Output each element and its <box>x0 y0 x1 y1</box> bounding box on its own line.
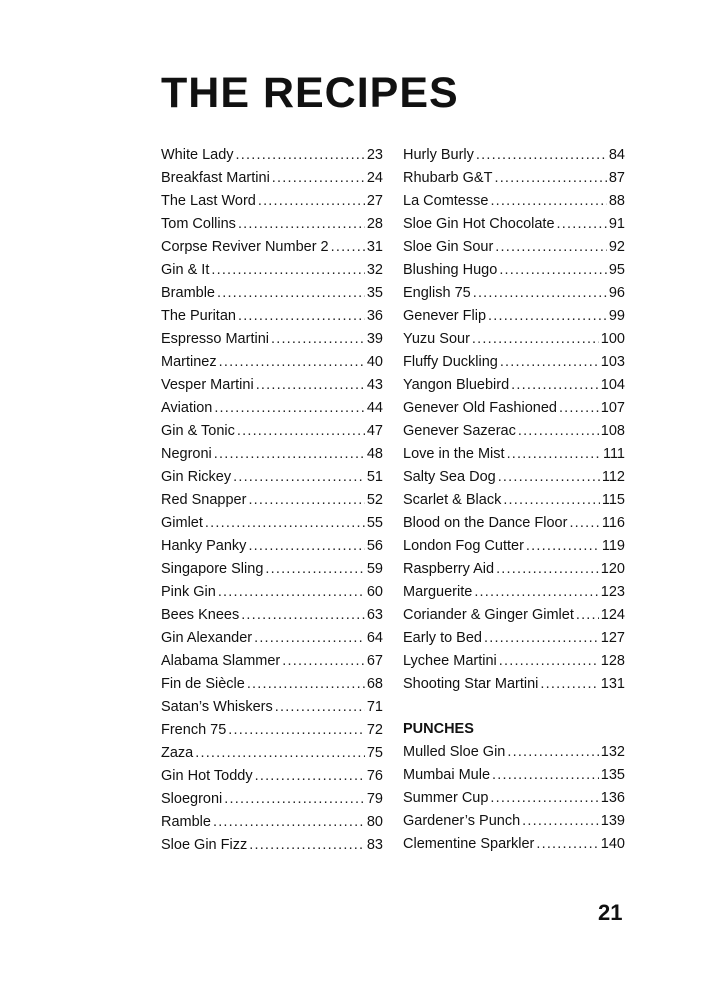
recipe-name: Early to Bed <box>403 630 482 646</box>
recipe-name: The Puritan <box>161 308 236 324</box>
page-ref: 55 <box>366 515 383 531</box>
page-ref: 84 <box>608 147 625 163</box>
page-ref: 95 <box>608 262 625 278</box>
dot-leader <box>507 741 598 764</box>
toc-entry <box>403 650 625 673</box>
recipe-name: Negroni <box>161 446 212 462</box>
toc-entry <box>403 558 625 581</box>
toc-entry <box>161 443 383 466</box>
dot-leader <box>195 742 365 765</box>
dot-leader <box>492 764 599 787</box>
recipe-name: Raspberry Aid <box>403 561 495 577</box>
page-ref: 135 <box>600 767 625 783</box>
dot-leader <box>488 305 607 328</box>
recipe-name: Satan’s Whiskers <box>161 699 273 715</box>
recipe-name: Genever Flip <box>403 308 487 324</box>
recipe-name: Bees Knees <box>161 607 240 623</box>
toc-entry <box>161 512 383 535</box>
toc-entry <box>403 259 625 282</box>
dot-leader <box>238 305 365 328</box>
dot-leader <box>557 213 607 236</box>
recipe-name: Sloe Gin Sour <box>403 239 494 255</box>
dot-leader <box>498 466 600 489</box>
recipe-name: Gin & Tonic <box>161 423 235 439</box>
recipe-name: Blood on the Dance Floor <box>403 515 568 531</box>
recipe-name: Love in the Mist <box>403 446 505 462</box>
recipe-name: Scarlet & Black <box>403 492 502 508</box>
toc-entry <box>161 558 383 581</box>
dot-leader <box>282 650 365 673</box>
toc-entry <box>403 397 625 420</box>
toc-entry <box>161 420 383 443</box>
toc-entry <box>403 764 625 787</box>
toc-entry <box>161 650 383 673</box>
toc-entry <box>403 144 625 167</box>
recipe-name: Genever Old Fashioned <box>403 400 557 416</box>
page-ref: 120 <box>600 561 625 577</box>
recipe-name: Marguerite <box>403 584 473 600</box>
page-ref: 35 <box>366 285 383 301</box>
toc-entry <box>403 466 625 489</box>
page-ref: 24 <box>366 170 383 186</box>
recipe-name: Mulled Sloe Gin <box>403 744 506 760</box>
page-ref: 92 <box>608 239 625 255</box>
toc-entry <box>161 604 383 627</box>
page-ref: 43 <box>366 377 383 393</box>
recipe-name: Genever Sazerac <box>403 423 516 439</box>
page-ref: 107 <box>600 400 625 416</box>
recipe-name: Blushing Hugo <box>403 262 498 278</box>
dot-leader <box>473 282 607 305</box>
recipe-name: Coriander & Ginger Gimlet <box>403 607 574 623</box>
toc-entry <box>161 489 383 512</box>
page-ref: 31 <box>366 239 383 255</box>
page-ref: 64 <box>366 630 383 646</box>
toc-entry <box>403 604 625 627</box>
recipe-name: Summer Cup <box>403 790 489 806</box>
page-ref: 76 <box>366 768 383 784</box>
recipe-name: Yangon Bluebird <box>403 377 510 393</box>
recipe-name: Bramble <box>161 285 215 301</box>
page-ref: 132 <box>600 744 625 760</box>
recipe-name: Red Snapper <box>161 492 247 508</box>
page-ref: 72 <box>366 722 383 738</box>
page-ref: 75 <box>366 745 383 761</box>
toc-entry <box>403 581 625 604</box>
dot-leader <box>494 167 606 190</box>
page-ref: 32 <box>366 262 383 278</box>
toc-entry <box>403 512 625 535</box>
toc-entry <box>161 696 383 719</box>
page-ref: 79 <box>366 791 383 807</box>
toc-entry <box>161 351 383 374</box>
page-ref: 131 <box>600 676 625 692</box>
dot-leader <box>484 627 599 650</box>
page-ref: 99 <box>608 308 625 324</box>
recipe-name: La Comtesse <box>403 193 489 209</box>
recipe-name: Corpse Reviver Number 2 <box>161 239 329 255</box>
recipe-name: Gin Rickey <box>161 469 232 485</box>
recipe-name: Mumbai Mule <box>403 767 491 783</box>
page-ref: 123 <box>600 584 625 600</box>
page-ref: 116 <box>601 515 625 531</box>
page-ref: 60 <box>366 584 383 600</box>
recipe-name: The Last Word <box>161 193 256 209</box>
toc-entry <box>161 282 383 305</box>
dot-leader <box>265 558 364 581</box>
recipe-name: Rhubarb G&T <box>403 170 493 186</box>
page-ref: 40 <box>366 354 383 370</box>
recipe-name: Sloe Gin Fizz <box>161 837 248 853</box>
dot-leader <box>474 581 598 604</box>
page-ref: 87 <box>608 170 625 186</box>
dot-leader <box>576 604 599 627</box>
page-ref: 67 <box>366 653 383 669</box>
recipe-name: Espresso Martini <box>161 331 269 347</box>
recipe-name: English 75 <box>403 285 471 301</box>
recipe-name: Tom Collins <box>161 216 236 232</box>
page-ref: 56 <box>366 538 383 554</box>
dot-leader <box>205 512 365 535</box>
page-ref: 88 <box>608 193 625 209</box>
page-ref: 108 <box>600 423 625 439</box>
dot-leader <box>275 696 365 719</box>
dot-leader <box>331 236 365 259</box>
toc-entry <box>403 627 625 650</box>
dot-leader <box>213 811 365 834</box>
dot-leader <box>499 259 607 282</box>
dot-leader <box>271 328 365 351</box>
page-ref: 27 <box>366 193 383 209</box>
page-ref: 59 <box>366 561 383 577</box>
toc-entry <box>403 282 625 305</box>
page-ref: 103 <box>600 354 625 370</box>
recipe-name: Gardener’s Punch <box>403 813 521 829</box>
page-ref: 83 <box>366 837 383 853</box>
recipe-name: Fluffy Duckling <box>403 354 498 370</box>
dot-leader <box>238 213 365 236</box>
recipe-name: Gin & It <box>161 262 210 278</box>
dot-leader <box>241 604 365 627</box>
toc-entry <box>403 489 625 512</box>
dot-leader <box>272 167 365 190</box>
dot-leader <box>559 397 599 420</box>
recipe-name: Martinez <box>161 354 217 370</box>
dot-leader <box>569 512 599 535</box>
recipe-name: Gin Alexander <box>161 630 253 646</box>
page-ref: 96 <box>608 285 625 301</box>
toc-entry <box>403 673 625 696</box>
page-ref: 71 <box>366 699 383 715</box>
toc-entry <box>403 374 625 397</box>
recipe-name: Fin de Siècle <box>161 676 245 692</box>
page-ref: 136 <box>600 790 625 806</box>
page-title: THE RECIPES <box>161 69 459 117</box>
toc-entry <box>161 535 383 558</box>
dot-leader <box>511 374 599 397</box>
recipe-name: Clementine Sparkler <box>403 836 535 852</box>
toc-entry <box>161 144 383 167</box>
toc-entry <box>161 673 383 696</box>
toc-entry <box>161 213 383 236</box>
page-ref: 51 <box>366 469 383 485</box>
recipe-name: Yuzu Sour <box>403 331 470 347</box>
recipe-list-right-main <box>403 144 625 696</box>
toc-entry <box>403 535 625 558</box>
page-ref: 104 <box>600 377 625 393</box>
recipe-name: Zaza <box>161 745 194 761</box>
page-ref: 63 <box>366 607 383 623</box>
dot-leader <box>255 765 365 788</box>
dot-leader <box>217 282 365 305</box>
recipe-name: White Lady <box>161 147 234 163</box>
toc-entry <box>161 305 383 328</box>
recipe-name: Sloe Gin Hot Chocolate <box>403 216 555 232</box>
page-ref: 112 <box>601 469 625 485</box>
page-ref: 127 <box>600 630 625 646</box>
dot-leader <box>248 489 364 512</box>
toc-entry <box>161 765 383 788</box>
toc-entry <box>403 351 625 374</box>
dot-leader <box>526 535 600 558</box>
dot-leader <box>211 259 365 282</box>
recipe-name: Aviation <box>161 400 213 416</box>
recipe-name: Vesper Martini <box>161 377 254 393</box>
dot-leader <box>540 673 598 696</box>
dot-leader <box>507 443 601 466</box>
recipe-name: Salty Sea Dog <box>403 469 496 485</box>
page-ref: 80 <box>366 814 383 830</box>
page-ref: 68 <box>366 676 383 692</box>
recipe-name: Lychee Martini <box>403 653 497 669</box>
dot-leader <box>258 190 365 213</box>
toc-entry <box>161 259 383 282</box>
toc-entry <box>403 328 625 351</box>
dot-leader <box>518 420 599 443</box>
toc-entry <box>161 236 383 259</box>
dot-leader <box>237 420 365 443</box>
toc-entry <box>161 834 383 857</box>
toc-entry <box>161 397 383 420</box>
page-ref: 47 <box>366 423 383 439</box>
toc-entry <box>161 190 383 213</box>
dot-leader <box>214 443 365 466</box>
recipe-name: Hanky Panky <box>161 538 247 554</box>
toc-entry <box>161 374 383 397</box>
punches-list <box>403 741 625 856</box>
dot-leader <box>472 328 599 351</box>
dot-leader <box>499 650 599 673</box>
recipe-name: Hurly Burly <box>403 147 474 163</box>
toc-entry <box>403 305 625 328</box>
page-ref: 28 <box>366 216 383 232</box>
dot-leader <box>228 719 365 742</box>
recipe-list-left <box>161 144 383 857</box>
dot-leader <box>249 834 365 857</box>
recipe-name: Gin Hot Toddy <box>161 768 253 784</box>
dot-leader <box>214 397 365 420</box>
toc-entry <box>161 167 383 190</box>
recipe-name: Ramble <box>161 814 211 830</box>
recipe-name: Sloegroni <box>161 791 223 807</box>
page-number: 21 <box>598 900 623 925</box>
page-ref: 139 <box>600 813 625 829</box>
recipe-name: Singapore Sling <box>161 561 264 577</box>
page-ref: 100 <box>600 331 625 347</box>
page-ref: 91 <box>608 216 625 232</box>
dot-leader <box>218 581 365 604</box>
recipe-list-right <box>403 144 625 856</box>
toc-entry <box>161 742 383 765</box>
page-ref: 119 <box>601 538 625 554</box>
dot-leader <box>256 374 365 397</box>
dot-leader <box>224 788 365 811</box>
recipe-name: French 75 <box>161 722 227 738</box>
dot-leader <box>495 236 607 259</box>
page-ref: 44 <box>366 400 383 416</box>
toc-entry <box>403 167 625 190</box>
page-ref: 111 <box>602 446 625 462</box>
toc-entry <box>403 213 625 236</box>
toc-entry <box>161 627 383 650</box>
page-ref: 52 <box>366 492 383 508</box>
dot-leader <box>500 351 599 374</box>
recipe-name: Breakfast Martini <box>161 170 270 186</box>
toc-entry <box>403 787 625 810</box>
punches-heading: PUNCHES <box>403 721 474 737</box>
recipe-name: Pink Gin <box>161 584 216 600</box>
toc-entry <box>161 466 383 489</box>
dot-leader <box>490 787 598 810</box>
toc-entry <box>161 788 383 811</box>
toc-entry <box>403 420 625 443</box>
dot-leader <box>536 833 598 856</box>
recipe-name: Shooting Star Martini <box>403 676 539 692</box>
toc-entry <box>161 811 383 834</box>
toc-entry <box>161 719 383 742</box>
dot-leader <box>476 144 607 167</box>
page-ref: 124 <box>600 607 625 623</box>
dot-leader <box>496 558 599 581</box>
toc-entry <box>403 833 625 856</box>
page-ref: 36 <box>366 308 383 324</box>
toc-entry <box>161 581 383 604</box>
dot-leader <box>233 466 365 489</box>
recipe-name: Alabama Slammer <box>161 653 281 669</box>
dot-leader <box>248 535 364 558</box>
dot-leader <box>503 489 600 512</box>
toc-entry <box>403 810 625 833</box>
dot-leader <box>219 351 365 374</box>
page-ref: 23 <box>366 147 383 163</box>
page-ref: 48 <box>366 446 383 462</box>
page-ref: 128 <box>600 653 625 669</box>
toc-entry <box>403 236 625 259</box>
page-ref: 115 <box>601 492 625 508</box>
dot-leader <box>254 627 365 650</box>
dot-leader <box>490 190 606 213</box>
toc-entry <box>403 443 625 466</box>
dot-leader <box>522 810 599 833</box>
page-ref: 140 <box>600 836 625 852</box>
dot-leader <box>236 144 365 167</box>
toc-entry <box>403 190 625 213</box>
recipe-name: London Fog Cutter <box>403 538 524 554</box>
dot-leader <box>247 673 365 696</box>
page-ref: 39 <box>366 331 383 347</box>
toc-entry <box>161 328 383 351</box>
recipe-name: Gimlet <box>161 515 203 531</box>
toc-entry <box>403 741 625 764</box>
